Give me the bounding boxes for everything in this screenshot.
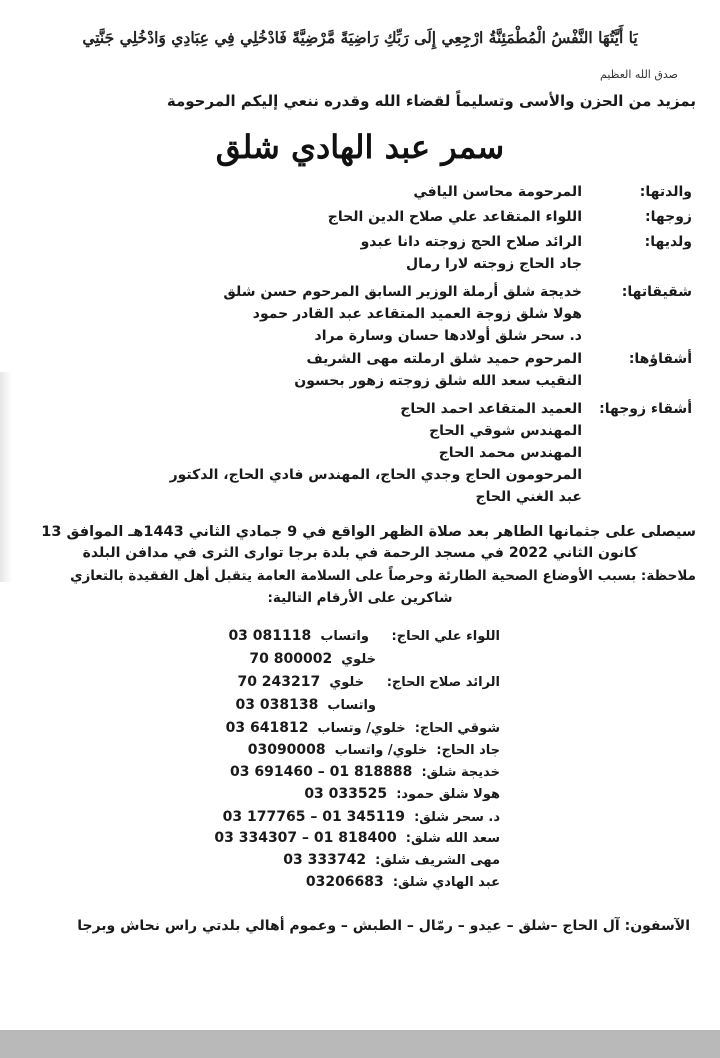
contact-number: 03 334307 – 01 818400 xyxy=(214,830,397,846)
contact-row xyxy=(20,761,500,784)
contact-number: 03 333742 xyxy=(283,852,367,868)
family-member: هولا شلق زوجة العميد المتقاعد عبد القادر حمود xyxy=(252,306,582,322)
contact-number: 03 691460 – 01 818888 xyxy=(230,764,413,780)
contact-row xyxy=(0,648,376,671)
contact-type: خلوي/ وتساب xyxy=(317,721,406,736)
verse-closing: صدق الله العظيم xyxy=(600,68,678,81)
condolence-note: ملاحظة: بسبب الأوضاع الصحية الطارئة وحرصاً على السلامة العامة يتقبل أهل الفقيدة بالتعازي xyxy=(70,568,696,584)
contact-name: سعد الله شلق: xyxy=(405,831,500,846)
family-label: شقيقاتها: xyxy=(621,284,692,300)
contact-name: خديجة شلق: xyxy=(421,765,500,780)
contact-row xyxy=(20,717,500,740)
family-row-brothers xyxy=(32,348,692,392)
contact-number: 03090008 xyxy=(247,742,326,758)
family-member: د. سحر شلق أولادها حسان وسارة مراد xyxy=(314,328,582,344)
funeral-details-line-1: سيصلى على جثمانها الطاهر بعد صلاة الظهر الواقع في 9 جمادي الثاني 1443هـ الموافق 13 xyxy=(41,524,696,540)
contact-type: واتساب xyxy=(320,629,369,644)
family-member: المهندس محمد الحاج xyxy=(438,445,582,461)
family-row-husband xyxy=(32,206,692,228)
contact-type: خلوي xyxy=(341,652,376,667)
family-label: أشقاؤها: xyxy=(628,351,692,367)
family-member: المرحوم حميد شلق ارملته مهى الشريف xyxy=(306,351,582,367)
family-row-mother xyxy=(32,181,692,203)
family-member: المرحومة محاسن اليافي xyxy=(413,184,582,200)
contact-name: شوقي الحاج: xyxy=(414,721,500,736)
thanks-line: شاكرين على الأرقام التالية: xyxy=(267,590,453,606)
contact-row xyxy=(20,739,500,762)
family-member: الرائد صلاح الحج زوجته دانا عبدو xyxy=(360,234,582,250)
family-row-husband-siblings xyxy=(32,398,692,508)
family-member: عبد الغني الحاج xyxy=(475,489,582,505)
family-row-sons xyxy=(32,231,692,275)
family-label: أشقاء زوجها: xyxy=(599,401,692,417)
mourners-line: الآسفون: آل الحاج –شلق – عيدو – رمّال – الطبش – وعموم أهالي بلدتي راس نحاش وبرجا xyxy=(77,918,690,934)
contact-name: اللواء علي الحاج: xyxy=(391,629,500,644)
contact-name: الرائد صلاح الحاج: xyxy=(386,675,500,690)
contact-row xyxy=(20,849,500,872)
contact-row xyxy=(20,625,500,648)
funeral-details-line-2: كانون الثاني 2022 في مسجد الرحمة في بلدة برجا توارى الثرى في مدافن البلدة xyxy=(82,545,638,561)
family-label: زوجها: xyxy=(645,209,692,225)
family-member: المرحومون الحاج وجدي الحاج، المهندس فادي الحاج، الدكتور xyxy=(169,467,582,483)
quran-verse: يَا أَيَّتُهَا النَّفْسُ الْمُطْمَئِنَّةُ ارْجِعِي إِلَى رَبِّكِ رَاضِيَةً مَّرْضِيَّةً فَادْخُلِي فِي عِبَادِي وَادْخُلِي جَنَّتِي xyxy=(82,28,638,47)
contact-name: هولا شلق حمود: xyxy=(396,787,500,802)
contact-row xyxy=(20,806,500,829)
contact-row xyxy=(20,871,500,894)
announcement-intro: بمزيد من الحزن والأسى وتسليماً لقضاء الله وقدره ننعي إليكم المرحومة xyxy=(166,92,696,110)
bottom-bar xyxy=(0,1030,720,1058)
contact-name: د. سحر شلق: xyxy=(414,810,500,825)
family-member: النقيب سعد الله شلق زوجته زهور بحسون xyxy=(294,373,582,389)
contact-number: 03 038138 xyxy=(235,697,319,713)
contact-name: مهى الشريف شلق: xyxy=(375,853,500,868)
family-member: خديجة شلق أرملة الوزير السابق المرحوم حسن شلق xyxy=(223,284,582,300)
contact-number: 03206683 xyxy=(305,874,384,890)
contact-number: 03 641812 xyxy=(225,720,309,736)
contact-number: 03 081118 xyxy=(228,628,312,644)
contact-type: خلوي xyxy=(329,675,365,690)
contact-row xyxy=(20,827,500,850)
contact-row xyxy=(20,783,500,806)
contact-name: جاد الحاج: xyxy=(436,743,500,758)
contact-type: واتساب xyxy=(327,698,376,713)
family-member: اللواء المتقاعد علي صلاح الدين الحاج xyxy=(327,209,582,225)
contact-number: 70 243217 xyxy=(237,674,321,690)
contact-number: 03 033525 xyxy=(304,786,388,802)
contact-row xyxy=(0,694,376,717)
contact-number: 70 800002 xyxy=(249,651,333,667)
contact-row xyxy=(20,671,500,694)
contact-name: عبد الهادي شلق: xyxy=(392,875,500,890)
family-label: ولديها: xyxy=(644,234,692,250)
family-member: العميد المتقاعد احمد الحاج xyxy=(400,401,582,417)
family-row-sisters xyxy=(32,281,692,347)
family-member: جاد الحاج زوجته لارا رمال xyxy=(406,256,582,272)
contact-type: خلوي/ واتساب xyxy=(334,743,428,758)
contact-number: 03 177765 – 01 345119 xyxy=(222,809,406,825)
family-label: والدتها: xyxy=(639,184,692,200)
family-member: المهندس شوقي الحاج xyxy=(429,423,582,439)
deceased-name: سمر عبد الهادي شلق xyxy=(215,128,505,166)
